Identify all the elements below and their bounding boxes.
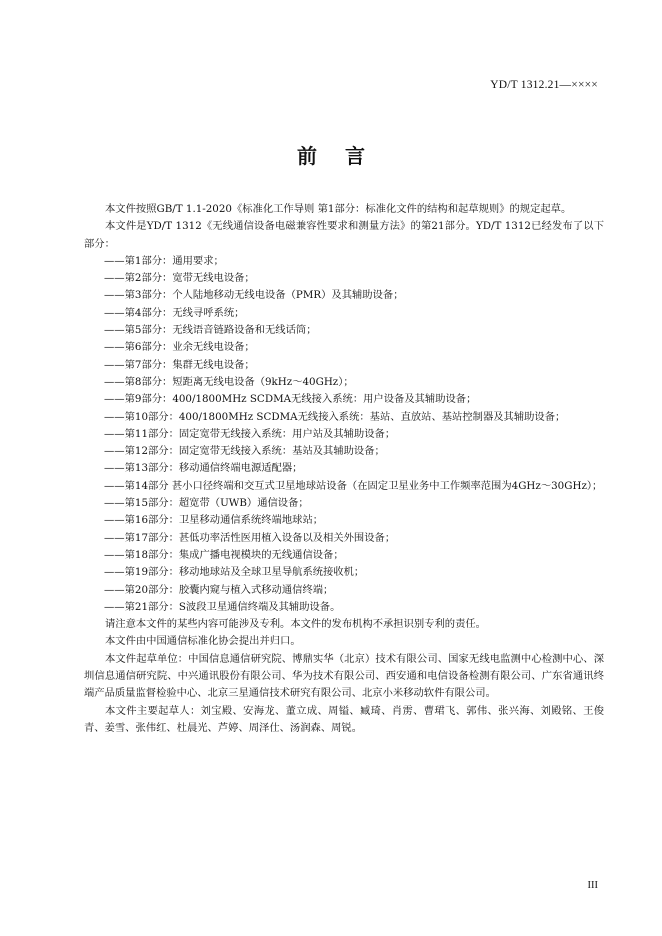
list-item: ——第9部分：400/1800MHz SCDMA无线接入系统：用户设备及其辅助设备； — [104, 393, 477, 406]
list-item: ——第14部分 甚小口径终端和交互式卫星地球站设备（在固定卫星业务中工作频率范围为4GHz～30GHz）； — [104, 479, 603, 492]
list-item: ——第3部分：个人陆地移动无线电设备（PMR）及其辅助设备； — [104, 289, 404, 302]
parts-list — [84, 253, 604, 616]
page-title: 前言 — [297, 144, 393, 168]
list-item: ——第18部分：集成广播电视模块的无线通信设备； — [104, 548, 344, 561]
list-item: ——第21部分：S波段卫星通信终端及其辅助设备。 — [104, 600, 341, 613]
intro-paragraph-2: 本文件是YD/T 1312《无线通信设备电磁兼容性要求和测量方法》的第21部分。YD/T 1312已经发布了以下部分： — [84, 220, 604, 250]
list-item: ——第16部分：卫星移动通信系统终端地球站； — [104, 514, 324, 527]
list-item: ——第20部分：胶囊内窥与植入式移动通信终端； — [104, 583, 334, 596]
drafters: 本文件主要起草人：刘宝殿、安海龙、董立成、周镒、臧琦、肖雳、曹珺飞、郭伟、张兴海、刘殿铭、王俊青、姜雪、张伟红、杜晨光、芦婷、周泽仕、汤润森、周锐。 — [84, 704, 604, 734]
proposer-statement: 本文件由中国通信标准化协会提出并归口。 — [105, 635, 301, 648]
list-item: ——第6部分：业余无线电设备； — [104, 341, 255, 354]
list-item: ——第15部分：超宽带（UWB）通信设备； — [104, 497, 309, 510]
list-item: ——第8部分：短距离无线电设备（9kHz～40GHz）； — [104, 375, 354, 388]
list-item: ——第19部分：移动地球站及全球卫星导航系统接收机； — [104, 566, 365, 579]
list-item: ——第13部分：移动通信终端电源适配器； — [104, 462, 303, 475]
foreword-body — [84, 201, 604, 737]
list-item: ——第2部分：宽带无线电设备； — [104, 272, 255, 285]
list-item: ——第17部分：甚低功率活性医用植入设备以及相关外围设备； — [104, 531, 396, 544]
list-item: ——第1部分：通用要求； — [104, 254, 224, 267]
list-item: ——第4部分：无线寻呼系统； — [104, 306, 245, 319]
list-item: ——第7部分：集群无线电设备； — [104, 358, 255, 371]
list-item: ——第11部分：固定宽带无线接入系统：用户站及其辅助设备； — [104, 427, 396, 440]
patent-notice: 请注意本文件的某些内容可能涉及专利。本文件的发布机构不承担识别专利的责任。 — [105, 618, 486, 631]
list-item: ——第5部分：无线语音链路设备和无线话筒； — [104, 324, 317, 337]
intro-paragraph-1: 本文件按照GB/T 1.1-2020《标准化工作导则 第1部分：标准化文件的结构和起草规则》的规定起草。 — [105, 203, 572, 215]
page-number: III — [587, 880, 598, 891]
document-code: YD/T 1312.21—×××× — [490, 79, 598, 91]
list-item: ——第10部分：400/1800MHz SCDMA无线接入系统：基站、直放站、基站控制器及其辅助设备； — [104, 410, 566, 423]
list-item: ——第12部分：固定宽带无线接入系统：基站及其辅助设备； — [104, 445, 385, 458]
drafting-units: 本文件起草单位：中国信息通信研究院、博鼎实华（北京）技术有限公司、国家无线电监测中心检测中心、深圳信息通信研究院、中兴通讯股份有限公司、华为技术有限公司、西安通和电信设备检测有限公司、广东省通讯终端产品质量监督检验中心、北京三星通信技术研究有限公司、北京小米移动软件有限公司。 — [84, 652, 604, 700]
